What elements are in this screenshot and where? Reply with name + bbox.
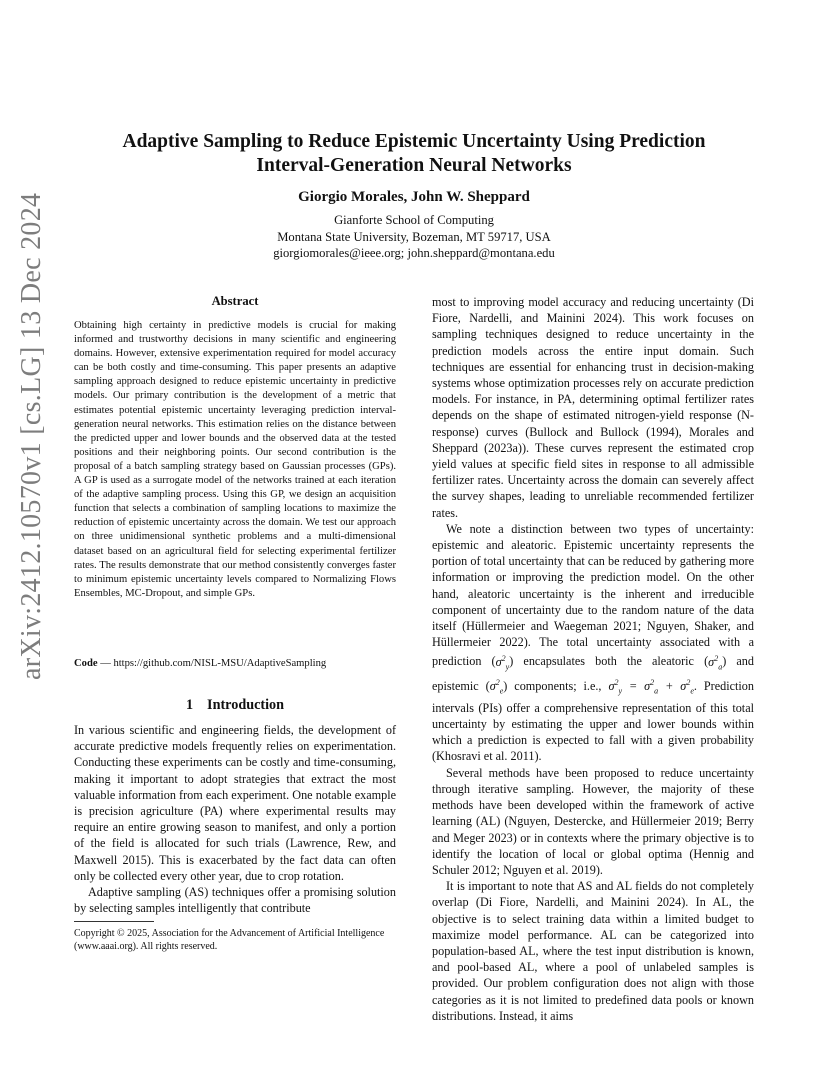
affiliation-emails[interactable]: giorgiomorales@ieee.org; john.sheppard@montana.edu bbox=[273, 246, 555, 260]
code-link-line bbox=[74, 658, 396, 669]
variance-equation: $\sigma^2_y = \sigma^2_a + \sigma^2_e$ bbox=[608, 678, 694, 696]
introduction-left-column bbox=[74, 722, 396, 916]
title-line-2: Interval-Generation Neural Networks bbox=[256, 155, 572, 176]
sigma-a-symbol: $\sigma^2_a$ bbox=[708, 653, 723, 671]
section-title: Introduction bbox=[207, 697, 285, 713]
sigma-e-symbol: $\sigma^2_e$ bbox=[489, 678, 504, 696]
section-heading-introduction bbox=[74, 697, 396, 714]
uncertainty-text-c: ) and epistemic ( bbox=[432, 654, 754, 694]
affiliation-block bbox=[80, 212, 748, 262]
intro-paragraph-2: Adaptive sampling (AS) techniques offer a promising solution by selecting samples intelligently that contribute bbox=[74, 885, 396, 916]
copyright-footnote: Copyright © 2025, Association for the Advancement of Artificial Intelligence (www.aaai.org). All rights reserved. bbox=[74, 928, 385, 953]
intro-paragraph-4 bbox=[432, 521, 754, 765]
affiliation-university: Montana State University, Bozeman, MT 59717, USA bbox=[277, 229, 551, 244]
intro-paragraph-6: It is important to note that AS and AL fields do not completely overlap (Di Fiore, Nardelli, and Mainini 2024). In AL, the objective is to select training data within a limited budget to maximize model performance. AL can be categorized into population-based AL, where the test input distribution is known, and pool-based AL, where a pool of unlabeled samples is provided. Our problem configuration does not align with those categories as it is not limited to predefined data pools or known distributions. Instead, it aims bbox=[432, 879, 754, 1023]
sigma-y-symbol: $\sigma^2_y$ bbox=[495, 653, 510, 671]
title-line-1: Adaptive Sampling to Reduce Epistemic Uncertainty Using Prediction bbox=[122, 131, 706, 152]
code-label: Code bbox=[74, 658, 98, 669]
intro-paragraph-1: In various scientific and engineering fields, the development of accurate predictive models frequently relies on experimentation. Conducting these experiments can be costly and time-consuming, making it important to adopt strategies that extract the most valuable information from each experiment. One notable example is precision agriculture (PA) where experimental results may require an entire growing season to manifest, and only a portion of the field is allocated for such trials (Lawrence, Rew, and Maxwell 2015). This is exacerbated by the fact data can often only be collected every other year, due to crop rotation. bbox=[74, 723, 396, 883]
intro-paragraph-3: most to improving model accuracy and reducing uncertainty (Di Fiore, Nardelli, and Mainini 2024). This work focuses on sampling techniques designed to reduce uncertainty in the prediction models across the entire input domain. Such techniques are essential for enhancing trust in decision-making systems whose optimization processes rely on accurate prediction models. For instance, in PA, determining optimal fertilizer rates depends on the shape of estimated nitrogen-yield response (N-response) curves (Bullock and Bullock (1994), Morales and Sheppard (2023a)). These curves represent the estimated crop yield values at specific field sites in response to all admissible fertilizer rates. Uncertainty across the domain can severely affect the survey shapes, leading to unreliable recommended fertilizer rates. bbox=[432, 295, 754, 520]
intro-paragraph-5: Several methods have been proposed to reduce uncertainty through iterative sampling. However, the majority of these methods have been developed within the framework of active learning (AL) (Nguyen, Destercke, and Hüllermeier 2019; Berry and Meger 2023) or in contexts where the primary objective is to identify the location of local or global optima (Hennig and Schuler 2012; Nguyen et al. 2019). bbox=[432, 765, 754, 877]
footnote-divider bbox=[74, 921, 154, 922]
paper-title bbox=[80, 130, 748, 178]
arxiv-identifier-sidebar bbox=[16, 192, 56, 680]
affiliation-school: Gianforte School of Computing bbox=[334, 213, 494, 227]
uncertainty-text-d: ) components; i.e., bbox=[503, 679, 609, 694]
arxiv-identifier[interactable]: arXiv:2412.10570v1 [cs.LG] 13 Dec 2024 bbox=[16, 192, 47, 680]
uncertainty-text-b: ) encapsulates both the aleatoric ( bbox=[509, 654, 709, 669]
abstract-heading: Abstract bbox=[211, 294, 259, 308]
author-list: Giorgio Morales, John W. Sheppard bbox=[298, 189, 530, 205]
code-repository-link[interactable]: — https://github.com/NISL-MSU/AdaptiveSampling bbox=[97, 658, 327, 669]
abstract-text: Obtaining high certainty in predictive models is crucial for making informed and trustworthy decisions in many scientific and engineering domains. However, extensive experimentation required for model accuracy can be both costly and time-consuming. This paper presents an adaptive sampling approach designed to reduce epistemic uncertainty in predictive models. Our primary contribution is the development of a metric that estimates potential epistemic uncertainty leveraging prediction interval-generation neural networks. This estimation relies on the distance between the predicted upper and lower bounds and the observed data at the tested positions and their neighboring points. Our second contribution is the proposal of a batch sampling strategy based on Gaussian processes (GPs). A GP is used as a surrogate model of the networks trained at each iteration of the adaptive sampling process. Using this GP, we design an acquisition function that selects a combination of sampling locations to maximize the reduction of epistemic uncertainty across the domain. We test our approach on three unidimensional synthetic problems and a multi-dimensional dataset based on an agricultural field for selecting experimental fertilizer rates. The results demonstrate that our method consistently converges faster to minimum epistemic uncertainty levels compared to Normalizing Flows Ensembles, MC-Dropout, and simple GPs. bbox=[74, 320, 396, 599]
uncertainty-text-e: . Prediction intervals (PIs) offer a comprehensive representation of this total uncertainty by estimating the upper and lower bounds within which a prediction is expected to fall with a given probability (Khosravi et al. 2011). bbox=[432, 679, 754, 764]
uncertainty-text-a: We note a distinction between two types of uncertainty: epistemic and aleatoric. Epistemic uncertainty represents the portion of total uncertainty that can be reduced by gathering more information or improving the prediction model. On the other hand, aleatoric uncertainty is the inherent and irreducible component of uncertainty due to the random nature of the data itself (Hüllermeier and Waegeman 2021; Nguyen, Shaker, and Hüllermeier 2022). The total uncertainty associated with a prediction ( bbox=[432, 521, 754, 669]
section-number: 1 bbox=[185, 697, 194, 713]
introduction-right-column bbox=[432, 294, 754, 1024]
